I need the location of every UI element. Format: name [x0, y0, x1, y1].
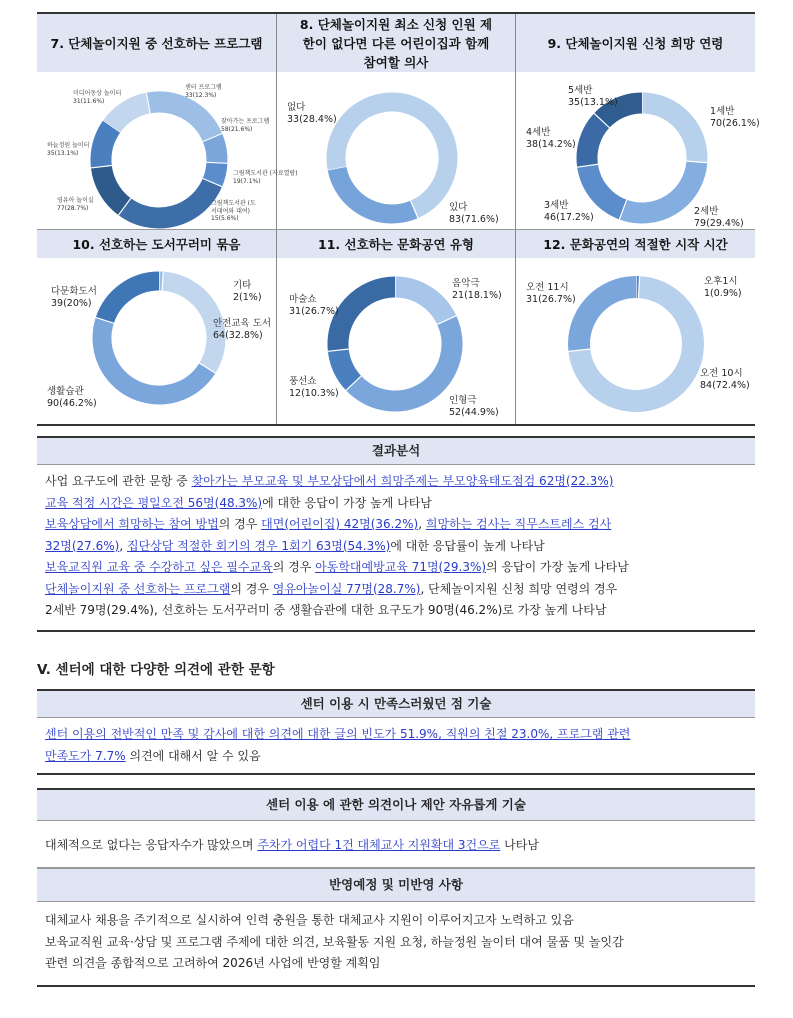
donut-slice [102, 320, 207, 395]
chart-7-label: 센터 프로그램 33(12.3%) [185, 84, 222, 99]
chart-11-label: 풍선쇼 12(10.3%) [289, 376, 339, 399]
analysis-line: 보육교직원 교육 중 수강하고 싶은 필수교육의 경우 아동학대예방교육 71명(29.3%)의 응답이 가장 높게 나타남 [45, 560, 629, 574]
analysis-heading: 결과분석 [37, 436, 755, 465]
analysis-line: 2세반 79명(29.4%), 선호하는 도서꾸러미 중 생활습관에 대한 요구도가 90명(46.2%)로 가장 높게 나타남 [45, 603, 607, 617]
chart-11-title: 11. 선호하는 문화공연 유형 [277, 230, 515, 258]
chart-12-title: 12. 문화공연의 적절한 시작 시간 [516, 230, 755, 258]
chart-7-label: 찾아가는 프로그램 58(21.6%) [221, 118, 270, 133]
chart-10 [37, 258, 276, 422]
opinion-satisfaction-body [37, 718, 755, 775]
chart-10-label: 안전교육 도서 64(32.8%) [213, 318, 272, 341]
chart-9-label: 1세반 70(26.1%) [710, 106, 760, 129]
chart-11 [277, 258, 515, 422]
chart-9 [516, 72, 760, 229]
analysis-line: 단체놀이지원 중 선호하는 프로그램의 경우 영유아놀이실 77명(28.7%), 단체놀이지원 신청 희망 연령의 경우 [45, 581, 618, 596]
chart-12-label: 오전 11시 31(26.7%) [526, 282, 576, 305]
chart-7 [37, 72, 298, 229]
reflection-line: 보육교직원 교육·상담 및 프로그램 주제에 대한 의견, 보육활동 지원 요청, 하늘정원 놀이터 대여 물품 및 놀잇감 [45, 934, 624, 949]
survey-chart-grid [37, 12, 760, 426]
analysis-line: 32명(27.6%), 집단상담 적절한 회기의 경우 1회기 63명(54.3%)에 대한 응답률이 높게 나타남 [45, 538, 545, 553]
chart-7-label: 하늘정원 놀이터 35(13.1%) [47, 142, 90, 157]
chart-11-label: 인형극 52(44.9%) [449, 395, 499, 418]
opinion-suggestions-body: 대체적으로 없다는 응답자수가 많았으며 주차가 어렵다 1건 대체교사 지원확대 3건으로 나타남 [37, 821, 755, 868]
opinion-reflection-body [37, 902, 755, 987]
donut-slice [111, 103, 148, 127]
chart-9-label: 3세반 46(17.2%) [544, 200, 594, 223]
chart-7-title: 7. 단체놀이지원 중 선호하는 프로그램 [37, 14, 276, 72]
donut-slice [105, 281, 159, 320]
donut-slice [338, 350, 353, 383]
donut-slice [163, 281, 216, 368]
analysis-line: 교육 적정 시간은 평일오전 56명(48.3%)에 대한 응답이 가장 높게 나타남 [45, 495, 432, 510]
opinion-line: 센터 이용의 전반적인 만족 및 감사에 대한 의견에 대한 글의 빈도가 51.9%, 직원의 친절 23.0%, 프로그램 관련 [45, 727, 631, 741]
donut-slice [101, 167, 124, 207]
chart-9-label: 4세반 38(14.2%) [526, 127, 576, 150]
analysis-line: 보육상담에서 희망하는 참여 방법의 경우 대면(어린이집) 42명(36.2%), 희망하는 검사는 직무스트레스 검사 [45, 517, 612, 531]
analysis-line: 사업 요구도에 관한 문항 중 찾아가는 부모교육 및 부모상담에서 희망주제는 부모양육태도점검 62명(22.3%) [45, 474, 614, 488]
chart-9-title: 9. 단체놀이지원 신청 희망 연령 [516, 14, 755, 72]
donut-slice [354, 320, 452, 401]
opinion-reflection-heading: 반영예정 및 미반영 사항 [37, 868, 755, 902]
chart-9-label: 2세반 79(29.4%) [694, 206, 744, 229]
reflection-line: 대체교사 채용을 주기적으로 실시하여 인력 충원을 통한 대체교사 지원이 이루어지고자 노력하고 있음 [45, 913, 574, 927]
donut-slice [642, 103, 697, 162]
chart-10-label: 기타 2(1%) [233, 280, 262, 303]
chart-7-label: 미디어동상 놀이터 31(11.6%) [73, 90, 122, 105]
opinion-suggestions-heading: 센터 이용 에 관한 의견이나 제안 자유롭게 기술 [37, 788, 755, 821]
opinion-satisfaction-heading: 센터 이용 시 만족스러웠던 점 기술 [37, 689, 755, 718]
chart-10-title: 10. 선호하는 도서꾸러미 묶음 [37, 230, 276, 258]
donut-slice [212, 163, 217, 183]
donut-slice [148, 102, 212, 138]
chart-12 [516, 258, 755, 422]
chart-11-label: 마술쇼 31(26.7%) [289, 294, 339, 317]
analysis-body [37, 465, 755, 632]
donut-slice [101, 127, 111, 167]
chart-10-label: 생활습관 90(46.2%) [47, 386, 97, 409]
chart-8-label: 없다 33(28.4%) [287, 102, 337, 125]
section-5-title: V. 센터에 대한 다양한 의견에 관한 문항 [37, 662, 275, 678]
chart-8-title: 8. 단체놀이지원 최소 신청 인원 제한이 없다면 다른 어린이집과 함께 참여할 의사 [277, 14, 515, 72]
chart-8 [277, 72, 515, 229]
chart-7-label: 영유아 놀이실 77(28.7%) [57, 197, 94, 212]
reflection-line: 관련 의견을 종합적으로 고려하여 2026년 사업에 반영할 계획임 [45, 956, 381, 970]
donut-slice [587, 121, 602, 166]
donut-slice [579, 287, 636, 350]
chart-9-label: 5세반 35(13.1%) [568, 85, 618, 108]
chart-10-label: 다문화도서 39(20%) [51, 286, 97, 309]
chart-11-label: 음악극 21(18.1%) [452, 278, 502, 301]
donut-slice [395, 287, 447, 320]
donut-slice [623, 162, 697, 213]
donut-slice [125, 183, 213, 218]
opinion-line: 만족도가 7.7% 의견에 대해서 알 수 있음 [45, 748, 261, 763]
chart-8-label: 있다 83(71.6%) [449, 202, 499, 225]
donut-slice [338, 287, 395, 350]
chart-7-label: 그림책도서관 (자료열람) 19(7.1%) [233, 170, 298, 185]
chart-7-label: 그림책도서관 (도서대여와 대여) 15(5.6%) [211, 200, 256, 222]
chart-12-label: 오후1시 1(0.9%) [704, 276, 742, 299]
chart-12-label: 오전 10시 84(72.4%) [700, 368, 750, 391]
opinion-satisfaction [37, 689, 755, 775]
opinion-suggestions [37, 788, 755, 987]
donut-slice [212, 138, 217, 163]
donut-slice [337, 169, 414, 214]
analysis-section [37, 436, 755, 632]
